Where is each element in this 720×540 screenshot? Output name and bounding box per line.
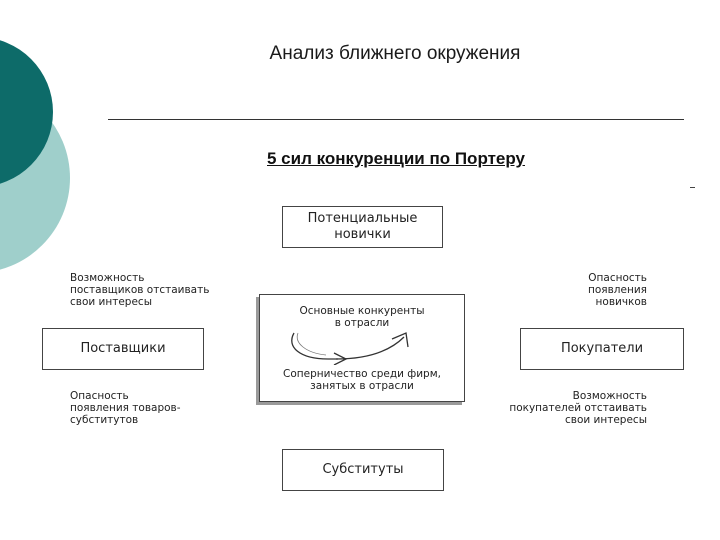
note-line: Опасность xyxy=(70,390,129,402)
diagram-subtitle: 5 сил конкуренции по Портеру xyxy=(267,149,525,168)
note-line: появления xyxy=(588,284,647,296)
note-line: Возможность xyxy=(572,390,647,402)
rivalry-cycle-arrows xyxy=(280,325,440,365)
buyers-label: Покупатели xyxy=(560,341,644,357)
rivalry-line2: занятых в отрасли xyxy=(310,380,414,392)
note-line: покупателей отстаивать xyxy=(509,402,647,414)
substitutes-box xyxy=(282,449,444,491)
suppliers-box xyxy=(42,328,204,370)
note-line: субститутов xyxy=(70,414,139,426)
stray-mark xyxy=(690,187,695,188)
cycle-arrow-right xyxy=(336,337,404,359)
note-line: Возможность xyxy=(70,272,145,284)
supplier-power-note xyxy=(70,272,209,308)
rivalry-box xyxy=(259,294,465,402)
note-line: поставщиков отстаивать xyxy=(70,284,210,296)
substitutes-label: Субституты xyxy=(322,462,404,478)
cycle-arrow-left xyxy=(292,333,338,359)
new-entrants-threat-note xyxy=(540,272,647,308)
substitutes-threat-note xyxy=(70,390,181,426)
title-divider xyxy=(108,119,684,120)
buyer-power-note xyxy=(480,390,647,426)
cycle-arrow-shadow xyxy=(297,333,326,355)
competitors-line1: Основные конкуренты xyxy=(299,305,425,317)
new-entrants-line1: Потенциальные xyxy=(307,211,418,227)
note-line: свои интересы xyxy=(564,414,647,426)
suppliers-label: Поставщики xyxy=(80,341,166,357)
slide-title: Анализ ближнего окружения xyxy=(269,43,521,64)
new-entrants-box xyxy=(282,206,443,248)
new-entrants-line2: новички xyxy=(334,227,391,242)
rivalry-line1: Соперничество среди фирм, xyxy=(283,368,441,380)
competitors-line2: в отрасли xyxy=(334,317,390,329)
rivalry-label xyxy=(260,368,464,392)
note-line: свои интересы xyxy=(70,296,153,308)
corner-decoration xyxy=(0,0,80,290)
note-line: появления товаров- xyxy=(70,402,181,414)
note-line: новичков xyxy=(595,296,647,308)
note-line: Опасность xyxy=(588,272,647,284)
buyers-box xyxy=(520,328,684,370)
